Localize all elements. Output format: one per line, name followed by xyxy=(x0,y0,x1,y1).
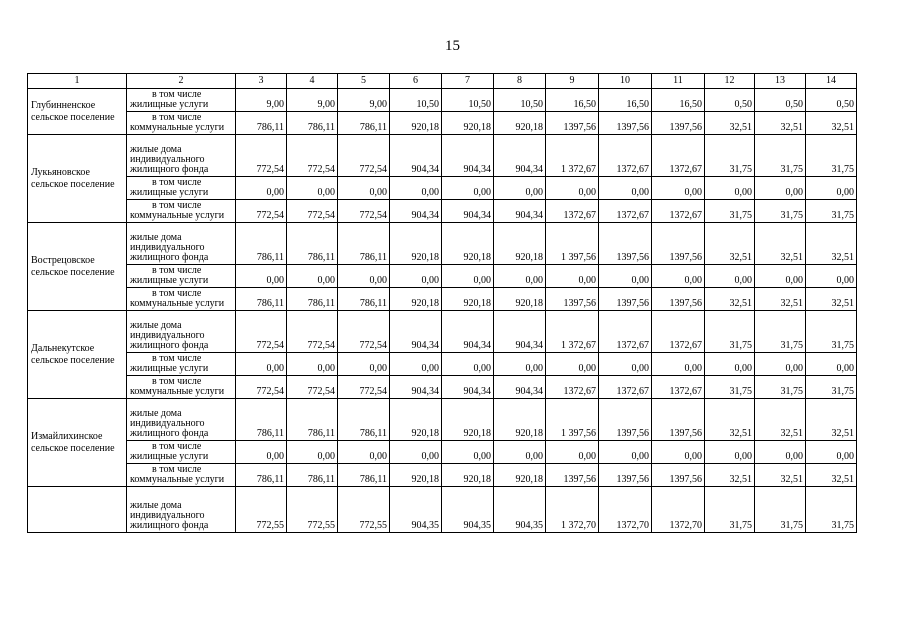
table-row xyxy=(28,441,857,464)
tariff-value: 920,18 xyxy=(442,288,494,311)
tariff-value: 31,75 xyxy=(806,311,857,353)
tariff-value: 920,18 xyxy=(390,288,442,311)
category-line: в том числе xyxy=(152,265,202,276)
category-line: жилищные услуги xyxy=(130,363,209,374)
tariff-value: 0,00 xyxy=(546,441,599,464)
housing-category xyxy=(127,177,236,200)
tariff-value: 772,54 xyxy=(338,135,390,177)
tariff-value: 32,51 xyxy=(755,223,806,265)
tariff-value: 16,50 xyxy=(652,89,705,112)
tariff-value: 0,50 xyxy=(755,89,806,112)
tariff-value: 786,11 xyxy=(338,464,390,487)
tariff-value: 920,18 xyxy=(390,464,442,487)
settlement-name: Лукьяновское сельское поселение xyxy=(28,135,127,223)
tariff-value: 32,51 xyxy=(705,464,755,487)
tariff-value: 904,34 xyxy=(390,200,442,223)
tariff-value: 0,00 xyxy=(236,353,287,376)
category-line: в том числе xyxy=(152,288,202,299)
tariff-value: 786,11 xyxy=(287,399,338,441)
tariff-value: 31,75 xyxy=(806,376,857,399)
tariff-value: 9,00 xyxy=(338,89,390,112)
tariff-value: 920,18 xyxy=(494,288,546,311)
tariff-value: 0,00 xyxy=(652,441,705,464)
tariff-value: 31,75 xyxy=(705,135,755,177)
tariff-value: 0,00 xyxy=(755,441,806,464)
tariff-value: 32,51 xyxy=(806,223,857,265)
tariff-value: 9,00 xyxy=(236,89,287,112)
category-line: в том числе xyxy=(152,177,202,188)
tariff-value: 772,55 xyxy=(287,487,338,533)
tariff-value: 0,00 xyxy=(390,177,442,200)
tariff-value: 1372,70 xyxy=(599,487,652,533)
tariff-value: 1372,67 xyxy=(546,200,599,223)
settlement-name: Вострецовское сельское поселение xyxy=(28,223,127,311)
tariff-value: 0,00 xyxy=(755,177,806,200)
table-row xyxy=(28,464,857,487)
housing-category xyxy=(127,265,236,288)
table-row xyxy=(28,112,857,135)
tariff-value: 0,00 xyxy=(599,265,652,288)
housing-category xyxy=(127,200,236,223)
table-row xyxy=(28,89,857,112)
tariff-value: 1372,67 xyxy=(599,200,652,223)
tariff-value: 0,00 xyxy=(287,265,338,288)
category-line: индивидуального xyxy=(130,154,205,165)
tariff-value: 0,00 xyxy=(236,441,287,464)
tariff-value: 31,75 xyxy=(705,200,755,223)
category-line: индивидуального xyxy=(130,510,205,521)
tariff-value: 920,18 xyxy=(442,464,494,487)
tariff-value: 1372,67 xyxy=(546,376,599,399)
tariff-value: 904,34 xyxy=(494,311,546,353)
column-header: 7 xyxy=(442,74,494,89)
category-line: в том числе xyxy=(152,200,202,211)
tariff-value: 0,00 xyxy=(546,265,599,288)
tariff-value: 786,11 xyxy=(236,223,287,265)
category-line: коммунальные услуги xyxy=(130,386,225,397)
tariff-value: 1372,70 xyxy=(652,487,705,533)
category-line: жилищные услуги xyxy=(130,275,209,286)
housing-category xyxy=(127,288,236,311)
tariff-value: 32,51 xyxy=(806,399,857,441)
column-header: 6 xyxy=(390,74,442,89)
table-row xyxy=(28,311,857,353)
tariff-value: 0,00 xyxy=(494,177,546,200)
category-line: индивидуального xyxy=(130,330,205,341)
tariff-value: 0,00 xyxy=(806,353,857,376)
tariff-value: 0,00 xyxy=(652,177,705,200)
category-line: жилые дома xyxy=(130,144,182,155)
column-header: 11 xyxy=(652,74,705,89)
tariff-value: 0,00 xyxy=(546,353,599,376)
settlement-name: Глубинненское сельское поселение xyxy=(28,89,127,135)
category-line: в том числе xyxy=(152,464,202,475)
tariff-value: 904,35 xyxy=(390,487,442,533)
tariff-value: 1397,56 xyxy=(652,223,705,265)
category-line: жилищного фонда xyxy=(130,428,209,439)
tariff-value: 1 372,70 xyxy=(546,487,599,533)
category-line: жилищные услуги xyxy=(130,187,209,198)
tariff-value: 1397,56 xyxy=(599,288,652,311)
tariff-value: 904,34 xyxy=(390,135,442,177)
page-number: 15 xyxy=(445,38,460,54)
tariff-value: 786,11 xyxy=(338,223,390,265)
housing-category xyxy=(127,135,236,177)
tariff-value: 0,00 xyxy=(705,177,755,200)
tariff-table xyxy=(27,73,857,533)
tariff-value: 0,00 xyxy=(442,265,494,288)
tariff-value: 786,11 xyxy=(287,288,338,311)
tariff-value: 0,00 xyxy=(806,265,857,288)
tariff-value: 920,18 xyxy=(442,223,494,265)
table-row xyxy=(28,376,857,399)
tariff-value: 920,18 xyxy=(390,223,442,265)
tariff-value: 32,51 xyxy=(755,464,806,487)
tariff-value: 772,54 xyxy=(236,200,287,223)
tariff-value: 1 397,56 xyxy=(546,223,599,265)
tariff-value: 0,00 xyxy=(652,265,705,288)
category-line: жилищные услуги xyxy=(130,99,209,110)
tariff-value: 904,34 xyxy=(494,200,546,223)
tariff-value: 772,54 xyxy=(338,200,390,223)
tariff-value: 0,50 xyxy=(806,89,857,112)
category-line: жилищного фонда xyxy=(130,164,209,175)
tariff-value: 0,00 xyxy=(599,177,652,200)
tariff-value: 786,11 xyxy=(287,223,338,265)
category-line: жилищного фонда xyxy=(130,520,209,531)
tariff-value: 32,51 xyxy=(755,288,806,311)
category-line: жилищного фонда xyxy=(130,340,209,351)
category-line: жилищные услуги xyxy=(130,451,209,462)
tariff-value: 772,54 xyxy=(236,311,287,353)
tariff-value: 16,50 xyxy=(599,89,652,112)
tariff-value: 0,00 xyxy=(705,353,755,376)
column-header: 14 xyxy=(806,74,857,89)
settlement-name: Дальнекутское сельское поселение xyxy=(28,311,127,399)
tariff-value: 1 397,56 xyxy=(546,399,599,441)
tariff-value: 786,11 xyxy=(338,112,390,135)
tariff-value: 0,00 xyxy=(755,265,806,288)
category-line: жилые дома xyxy=(130,408,182,419)
category-line: в том числе xyxy=(152,89,202,100)
tariff-value: 772,54 xyxy=(287,376,338,399)
tariff-value: 772,54 xyxy=(287,200,338,223)
tariff-value: 0,00 xyxy=(287,353,338,376)
table-row xyxy=(28,265,857,288)
tariff-value: 0,00 xyxy=(755,353,806,376)
tariff-value: 786,11 xyxy=(236,464,287,487)
tariff-value: 904,34 xyxy=(494,376,546,399)
column-header: 5 xyxy=(338,74,390,89)
tariff-value: 32,51 xyxy=(705,223,755,265)
tariff-value: 772,55 xyxy=(338,487,390,533)
tariff-value: 772,54 xyxy=(338,376,390,399)
tariff-value: 920,18 xyxy=(390,399,442,441)
tariff-value: 786,11 xyxy=(236,112,287,135)
category-line: коммунальные услуги xyxy=(130,298,225,309)
tariff-value: 1397,56 xyxy=(546,288,599,311)
tariff-value: 1372,67 xyxy=(652,311,705,353)
table-row xyxy=(28,353,857,376)
tariff-value: 1397,56 xyxy=(599,399,652,441)
tariff-value: 786,11 xyxy=(338,399,390,441)
tariff-value: 786,11 xyxy=(236,288,287,311)
tariff-value: 0,00 xyxy=(390,441,442,464)
table-row xyxy=(28,223,857,265)
tariff-value: 31,75 xyxy=(705,487,755,533)
column-header: 10 xyxy=(599,74,652,89)
tariff-value: 1372,67 xyxy=(599,376,652,399)
table-row xyxy=(28,200,857,223)
tariff-value: 1397,56 xyxy=(546,112,599,135)
tariff-value: 0,00 xyxy=(442,441,494,464)
table-row xyxy=(28,135,857,177)
tariff-value: 0,00 xyxy=(390,265,442,288)
housing-category xyxy=(127,376,236,399)
tariff-value: 920,18 xyxy=(494,112,546,135)
category-line: в том числе xyxy=(152,376,202,387)
tariff-value: 31,75 xyxy=(705,311,755,353)
tariff-value: 904,34 xyxy=(442,376,494,399)
housing-category xyxy=(127,89,236,112)
tariff-value: 772,54 xyxy=(287,311,338,353)
tariff-value: 31,75 xyxy=(755,135,806,177)
tariff-value: 10,50 xyxy=(390,89,442,112)
tariff-value: 0,00 xyxy=(390,353,442,376)
tariff-value: 32,51 xyxy=(755,112,806,135)
category-line: в том числе xyxy=(152,353,202,364)
tariff-value: 1397,56 xyxy=(599,112,652,135)
column-header: 12 xyxy=(705,74,755,89)
tariff-value: 31,75 xyxy=(806,487,857,533)
tariff-value: 0,00 xyxy=(599,353,652,376)
column-header: 1 xyxy=(28,74,127,89)
tariff-value: 1372,67 xyxy=(599,135,652,177)
tariff-value: 32,51 xyxy=(705,288,755,311)
tariff-value: 31,75 xyxy=(705,376,755,399)
tariff-value: 0,00 xyxy=(705,265,755,288)
tariff-value: 1372,67 xyxy=(652,135,705,177)
tariff-value: 31,75 xyxy=(755,487,806,533)
tariff-value: 0,00 xyxy=(236,265,287,288)
tariff-value: 772,54 xyxy=(287,135,338,177)
column-header: 8 xyxy=(494,74,546,89)
tariff-value: 920,18 xyxy=(442,399,494,441)
tariff-value: 0,50 xyxy=(705,89,755,112)
housing-category xyxy=(127,112,236,135)
tariff-value: 772,54 xyxy=(338,311,390,353)
tariff-value: 32,51 xyxy=(755,399,806,441)
tariff-value: 1 372,67 xyxy=(546,135,599,177)
tariff-value: 920,18 xyxy=(390,112,442,135)
table-row xyxy=(28,487,857,533)
tariff-value: 904,34 xyxy=(390,376,442,399)
tariff-value: 10,50 xyxy=(494,89,546,112)
tariff-value: 904,35 xyxy=(442,487,494,533)
tariff-value: 9,00 xyxy=(287,89,338,112)
housing-category xyxy=(127,487,236,533)
tariff-value: 0,00 xyxy=(287,177,338,200)
tariff-value: 1397,56 xyxy=(652,399,705,441)
tariff-value: 31,75 xyxy=(755,376,806,399)
tariff-value: 0,00 xyxy=(494,265,546,288)
housing-category xyxy=(127,441,236,464)
tariff-value: 0,00 xyxy=(546,177,599,200)
tariff-value: 0,00 xyxy=(494,441,546,464)
tariff-value: 0,00 xyxy=(806,177,857,200)
tariff-value: 0,00 xyxy=(338,265,390,288)
column-header: 3 xyxy=(236,74,287,89)
tariff-value: 31,75 xyxy=(755,200,806,223)
tariff-value: 904,34 xyxy=(442,135,494,177)
tariff-value: 0,00 xyxy=(705,441,755,464)
tariff-value: 31,75 xyxy=(755,311,806,353)
column-header: 4 xyxy=(287,74,338,89)
category-line: индивидуального xyxy=(130,242,205,253)
tariff-value: 0,00 xyxy=(599,441,652,464)
tariff-value: 0,00 xyxy=(236,177,287,200)
tariff-value: 904,35 xyxy=(494,487,546,533)
housing-category xyxy=(127,311,236,353)
housing-category xyxy=(127,353,236,376)
tariff-value: 16,50 xyxy=(546,89,599,112)
tariff-value: 1397,56 xyxy=(652,288,705,311)
tariff-value: 1397,56 xyxy=(652,464,705,487)
tariff-value: 32,51 xyxy=(806,464,857,487)
settlement-name xyxy=(28,487,127,533)
tariff-value: 31,75 xyxy=(806,135,857,177)
tariff-value: 772,55 xyxy=(236,487,287,533)
column-header: 2 xyxy=(127,74,236,89)
tariff-value: 772,54 xyxy=(236,376,287,399)
category-line: в том числе xyxy=(152,441,202,452)
tariff-value: 904,34 xyxy=(442,311,494,353)
tariff-value: 1397,56 xyxy=(599,464,652,487)
column-header: 13 xyxy=(755,74,806,89)
tariff-value: 0,00 xyxy=(442,177,494,200)
category-line: коммунальные услуги xyxy=(130,210,225,221)
tariff-value: 904,34 xyxy=(494,135,546,177)
category-line: жилищного фонда xyxy=(130,252,209,263)
tariff-value: 786,11 xyxy=(287,464,338,487)
tariff-value: 786,11 xyxy=(236,399,287,441)
tariff-value: 772,54 xyxy=(236,135,287,177)
tariff-value: 920,18 xyxy=(494,223,546,265)
housing-category xyxy=(127,399,236,441)
tariff-value: 32,51 xyxy=(806,288,857,311)
housing-category xyxy=(127,464,236,487)
tariff-value: 1397,56 xyxy=(546,464,599,487)
tariff-value: 1397,56 xyxy=(599,223,652,265)
tariff-value: 786,11 xyxy=(287,112,338,135)
tariff-value: 10,50 xyxy=(442,89,494,112)
tariff-value: 0,00 xyxy=(338,441,390,464)
tariff-value: 1372,67 xyxy=(652,376,705,399)
header-row xyxy=(28,74,857,89)
tariff-value: 32,51 xyxy=(705,399,755,441)
tariff-value: 32,51 xyxy=(806,112,857,135)
tariff-value: 0,00 xyxy=(338,177,390,200)
tariff-value: 0,00 xyxy=(287,441,338,464)
tariff-value: 0,00 xyxy=(338,353,390,376)
tariff-value: 0,00 xyxy=(494,353,546,376)
settlement-name: Измайлихинское сельское поселение xyxy=(28,399,127,487)
tariff-value: 920,18 xyxy=(494,399,546,441)
category-line: жилые дома xyxy=(130,500,182,511)
table-row xyxy=(28,399,857,441)
column-header: 9 xyxy=(546,74,599,89)
tariff-value: 1 372,67 xyxy=(546,311,599,353)
table-row xyxy=(28,177,857,200)
tariff-value: 0,00 xyxy=(442,353,494,376)
tariff-value: 904,34 xyxy=(390,311,442,353)
tariff-value: 31,75 xyxy=(806,200,857,223)
tariff-value: 786,11 xyxy=(338,288,390,311)
table-row xyxy=(28,288,857,311)
tariff-value: 920,18 xyxy=(494,464,546,487)
category-line: жилые дома xyxy=(130,320,182,331)
tariff-value: 904,34 xyxy=(442,200,494,223)
tariff-value: 32,51 xyxy=(705,112,755,135)
tariff-value: 0,00 xyxy=(806,441,857,464)
tariff-value: 1372,67 xyxy=(599,311,652,353)
category-line: коммунальные услуги xyxy=(130,474,225,485)
category-line: жилые дома xyxy=(130,232,182,243)
tariff-value: 920,18 xyxy=(442,112,494,135)
tariff-value: 1397,56 xyxy=(652,112,705,135)
category-line: коммунальные услуги xyxy=(130,122,225,133)
category-line: индивидуального xyxy=(130,418,205,429)
category-line: в том числе xyxy=(152,112,202,123)
housing-category xyxy=(127,223,236,265)
tariff-value: 0,00 xyxy=(652,353,705,376)
tariff-value: 1372,67 xyxy=(652,200,705,223)
